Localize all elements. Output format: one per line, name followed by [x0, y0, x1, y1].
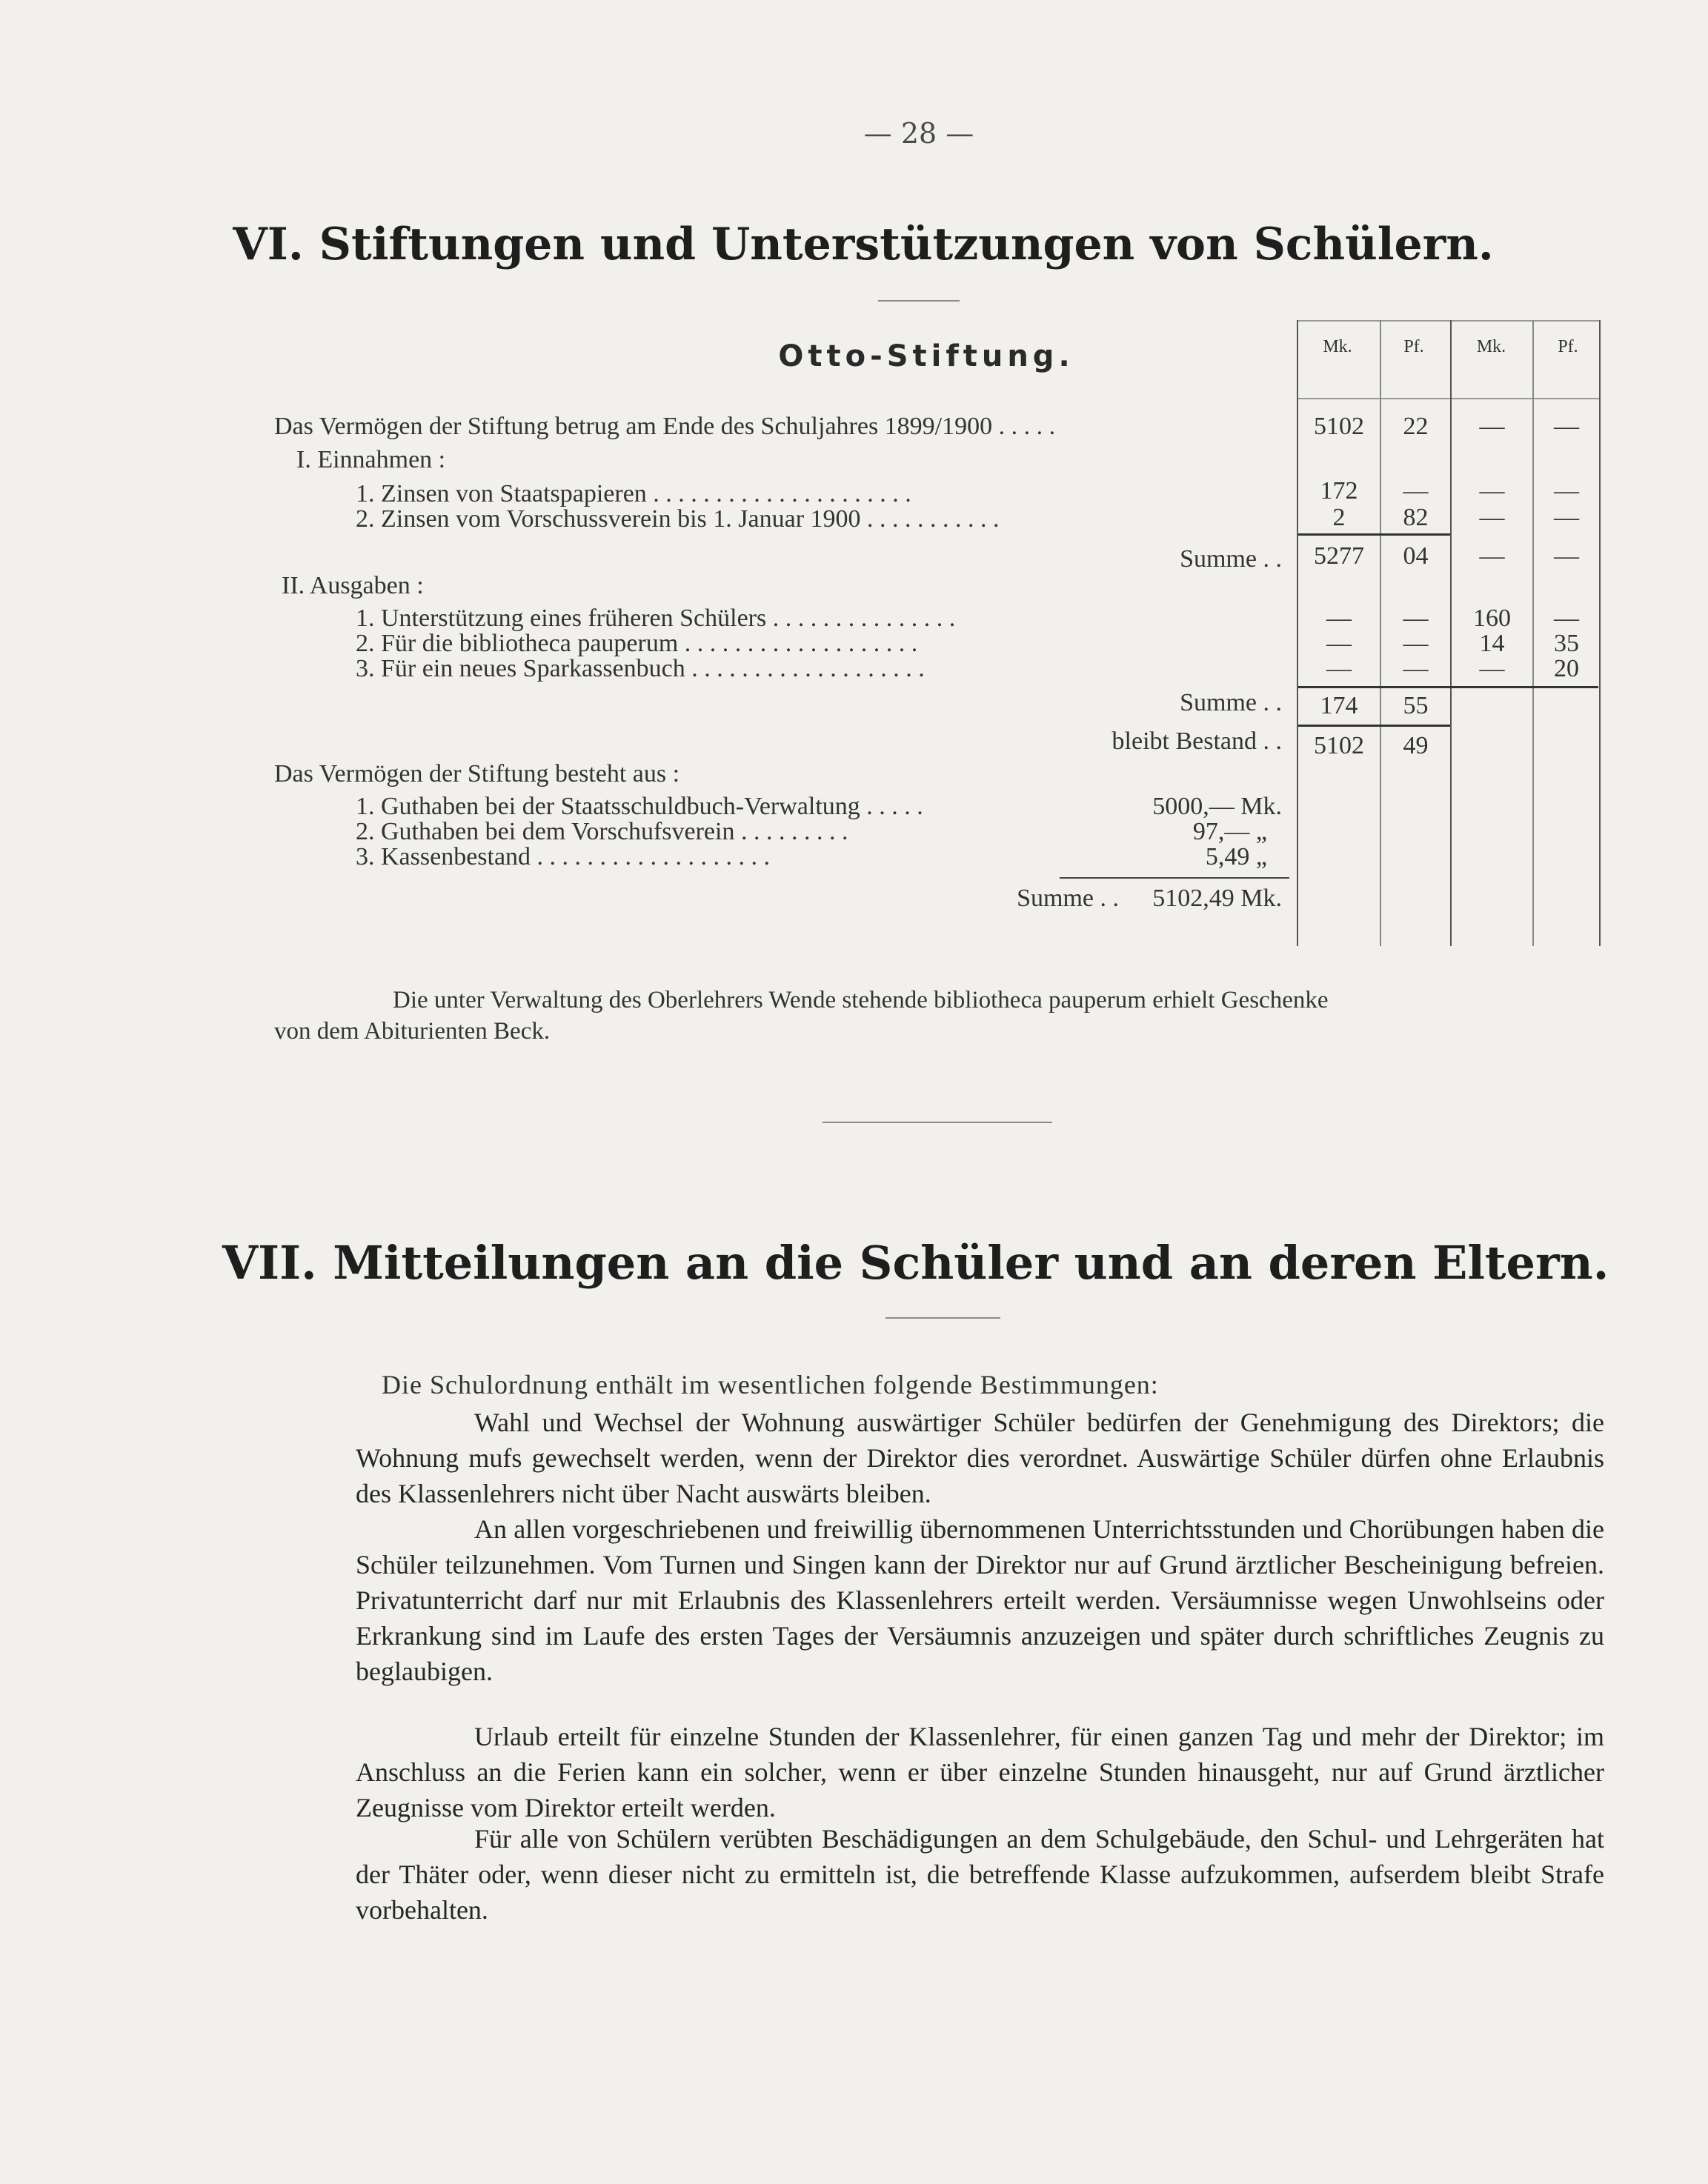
foundation-title: Otto-Stiftung.: [778, 339, 1074, 373]
assets-intro: Das Vermögen der Stiftung besteht aus :: [274, 760, 680, 788]
row-label: II. Ausgaben :: [282, 572, 424, 599]
cell: 35: [1554, 630, 1579, 657]
asset-value: 5,49 „: [1205, 843, 1267, 870]
cell: 5277: [1314, 542, 1364, 570]
cell: —: [1479, 655, 1505, 682]
row-label: I. Einnahmen :: [296, 446, 446, 473]
cell: —: [1554, 413, 1579, 440]
cell: —: [1326, 655, 1352, 682]
cell: 20: [1554, 655, 1579, 682]
cell: 22: [1403, 413, 1429, 440]
assets-sum-label: Summe . .: [1017, 885, 1119, 912]
asset-label: 2. Guthaben bei dem Vorschufsverein . . . . . . . . .: [356, 818, 848, 845]
cell: —: [1554, 477, 1579, 505]
paragraph: [356, 1821, 1604, 1928]
cell: —: [1403, 605, 1429, 632]
cell: 5102: [1314, 732, 1364, 759]
cell: —: [1403, 655, 1429, 682]
col-header-pf-2: Pf.: [1558, 337, 1578, 356]
row-label: Das Vermögen der Stiftung betrug am Ende des Schuljahres 1899/1900 . . . . .: [274, 413, 1056, 440]
paragraph: [356, 1719, 1604, 1825]
cell: 82: [1403, 504, 1429, 531]
cell: —: [1554, 605, 1579, 632]
cell: —: [1479, 413, 1505, 440]
cell: —: [1479, 504, 1505, 531]
row-label: 2. Für die bibliotheca pauperum . . . . . . . . . . . . . . . . . . .: [356, 630, 918, 657]
note-line: von dem Abiturienten Beck.: [274, 1018, 551, 1045]
paragraph-text: An allen vorgeschriebenen und freiwillig übernommenen Unterrichtsstunden und Chorübungen haben die Schüler teilzunehmen. Vom Turnen und Singen kann der Direktor nur auf Grund ärztlicher Bescheinigung befreien. Privatunterricht darf nur mit Erlaubnis des Klassenlehrers erteilt werden. Versäumnisse wegen Unwohlseins oder Erkrankung sind im Laufe des ersten Tages der Versäumnis anzuzeigen und später durch schriftliches Zeugnis zu beglaubigen.: [356, 1514, 1604, 1686]
sum-rule: [1298, 686, 1598, 688]
paragraph: [356, 1405, 1604, 1511]
sum-rule: [1298, 533, 1450, 536]
cell: —: [1326, 630, 1352, 657]
divider: [878, 300, 960, 302]
column-line: [1599, 320, 1601, 946]
note-line: Die unter Verwaltung des Oberlehrers Wende stehende bibliotheca pauperum erhielt Geschenke: [393, 987, 1329, 1013]
cell: 172: [1320, 477, 1358, 505]
intro-text: Die Schulordnung enthält im wesentlichen folgende Bestimmungen:: [382, 1370, 1159, 1399]
assets-sum-rule: [1060, 877, 1289, 879]
paragraph: [356, 1511, 1604, 1689]
paragraph-text: Wahl und Wechsel der Wohnung auswärtiger Schüler bedürfen der Genehmigung des Direktors; die Wohnung mufs gewechselt werden, wenn der Direktor dies verordnet. Auswärtige Schüler dürfen ohne Erlaubnis des Klassenlehrers nicht über Nacht auswärts bleiben.: [356, 1408, 1604, 1508]
page-number: — 28 —: [863, 117, 974, 150]
cell: 174: [1320, 692, 1358, 719]
asset-value: 5000,— Mk.: [1152, 793, 1282, 820]
cell: 55: [1403, 692, 1429, 719]
cell: 160: [1473, 605, 1511, 632]
row-label: 3. Für ein neues Sparkassenbuch . . . . . . . . . . . . . . . . . . .: [356, 655, 925, 682]
cell: 04: [1403, 542, 1429, 570]
col-header-pf-1: Pf.: [1403, 337, 1424, 356]
row-label: 1. Zinsen von Staatspapieren . . . . . . . . . . . . . . . . . . . . .: [356, 480, 911, 507]
table-top-rule: [1297, 320, 1601, 322]
row-label: 2. Zinsen vom Vorschussverein bis 1. Januar 1900 . . . . . . . . . . .: [356, 505, 1000, 533]
row-label: Summe . .: [1180, 689, 1282, 716]
cell: —: [1403, 477, 1429, 505]
assets-sum-value: 5102,49 Mk.: [1152, 885, 1282, 912]
row-label: Summe . .: [1180, 545, 1282, 573]
cell: —: [1479, 477, 1505, 505]
cell: 5102: [1314, 413, 1364, 440]
row-label: bleibt Bestand . .: [1111, 728, 1282, 755]
header-rule: [1297, 398, 1601, 399]
col-header-mk-1: Mk.: [1323, 337, 1352, 356]
asset-value: 97,— „: [1192, 818, 1267, 845]
cell: —: [1403, 630, 1429, 657]
cell: 49: [1403, 732, 1429, 759]
section-7-title: VII. Mitteilungen an die Schüler und an deren Eltern.: [222, 1236, 1609, 1290]
cell: —: [1479, 542, 1505, 570]
col-header-mk-2: Mk.: [1476, 337, 1506, 356]
cell: —: [1554, 542, 1579, 570]
asset-label: 3. Kassenbestand . . . . . . . . . . . . . . . . . . .: [356, 843, 771, 870]
cell: —: [1326, 605, 1352, 632]
cell: 14: [1479, 630, 1505, 657]
section-6-title: VI. Stiftungen und Unterstützungen von Schülern.: [233, 219, 1494, 270]
row-label: 1. Unterstützung eines früheren Schülers . . . . . . . . . . . . . . .: [356, 605, 956, 632]
cell: —: [1554, 504, 1579, 531]
cell: 2: [1332, 504, 1346, 531]
paragraph-text: Urlaub erteilt für einzelne Stunden der Klassenlehrer, für einen ganzen Tag und mehr der Direktor; im Anschluss an die Ferien kann ein solcher, wenn er über einzelne Stunden hinausgeht, nur auf Grund ärztlicher Zeugnisse vom Direktor erteilt werden.: [356, 1722, 1604, 1822]
divider: [885, 1317, 1000, 1319]
paragraph-text: Für alle von Schülern verübten Beschädigungen an dem Schulgebäude, den Schul- und Lehrgeräten hat der Thäter oder, wenn dieser nicht zu ermitteln ist, die betreffende Klasse aufzukommen, aufserdem bleibt Strafe vorbehalten.: [356, 1824, 1604, 1925]
sum-rule: [1298, 725, 1450, 727]
asset-label: 1. Guthaben bei der Staatsschuldbuch-Verwaltung . . . . .: [356, 793, 923, 820]
section-divider: [823, 1122, 1052, 1123]
